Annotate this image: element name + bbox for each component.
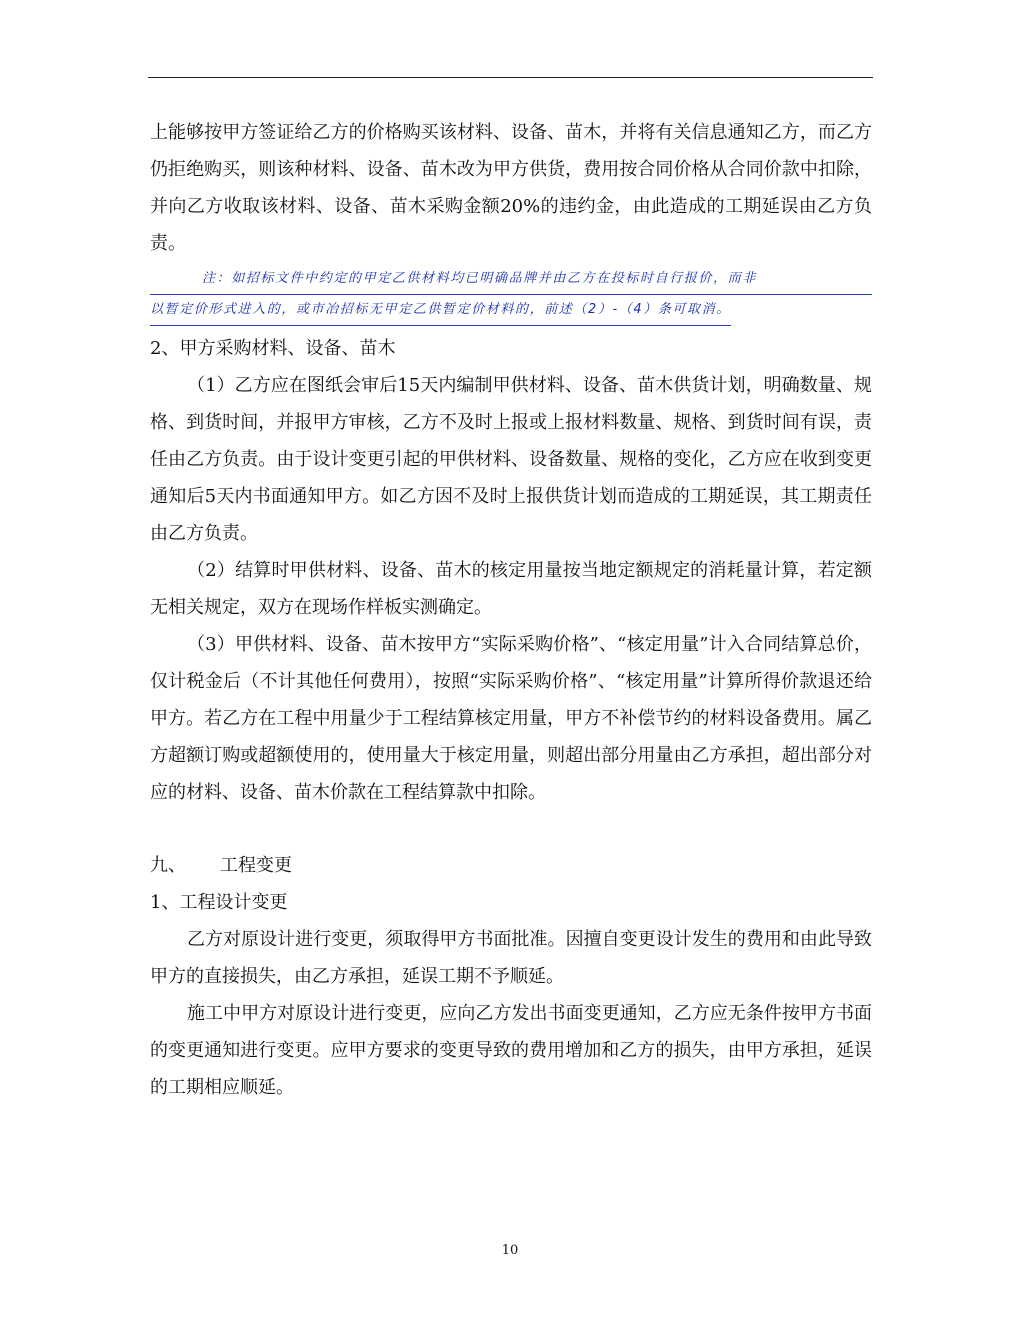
chapter-heading (150, 847, 872, 884)
design-change-paragraph-2: 施工中甲方对原设计进行变更，应向乙方发出书面变更通知，乙方应无条件按甲方书面的变更通知进行变更。应甲方要求的变更导致的费用增加和乙方的损失，由甲方承担，延误的工期相应顺延。 (150, 1003, 872, 1098)
section-heading-design-change: 1、工程设计变更 (150, 892, 288, 913)
document-body (150, 114, 872, 1106)
handwritten-note (150, 264, 872, 326)
procurement-item-1: （1）乙方应在图纸会审后15天内编制甲供材料、设备、苗木供货计划，明确数量、规格、到货时间，并报甲方审核，乙方不及时上报或上报材料数量、规格、到货时间有误，责任由乙方负责。由于设计变更引起的甲供材料、设备数量、规格的变化，乙方应在收到变更通知后5天内书面通知甲方。如乙方因不及时上报供货计划而造成的工期延误，其工期责任由乙方负责。 (150, 375, 872, 544)
design-change-paragraph-1: 乙方对原设计进行变更，须取得甲方书面批准。因擅自变更设计发生的费用和由此导致甲方的直接损失，由乙方承担，延误工期不予顺延。 (150, 929, 872, 987)
chapter-title: 工程变更 (220, 855, 292, 876)
section-gap (150, 811, 872, 847)
procurement-item-2: （2）结算时甲供材料、设备、苗木的核定用量按当地定额规定的消耗量计算，若定额无相关规定，双方在现场作样板实测确定。 (150, 560, 872, 618)
paragraph-continued: 上能够按甲方签证给乙方的价格购买该材料、设备、苗木，并将有关信息通知乙方，而乙方仍拒绝购买，则该种材料、设备、苗木改为甲方供货，费用按合同价格从合同价款中扣除，并向乙方收取该材料、设备、苗木采购金额20%的违约金，由此造成的工期延误由乙方负责。 (150, 122, 872, 254)
chapter-number: 九、 (150, 855, 186, 876)
note-line-2: 以暂定价形式进入的，或市冶招标无甲定乙供暂定价材料的，前述（2）-（4）条可取消。 (150, 295, 731, 326)
section-heading-procurement: 2、甲方采购材料、设备、苗木 (150, 338, 396, 359)
page-number: 10 (501, 1243, 519, 1258)
note-line-1: 注：如招标文件中约定的甲定乙供材料均已明确品牌并由乙方在投标时自行报价，而非 (150, 264, 872, 295)
procurement-item-3: （3）甲供材料、设备、苗木按甲方“实际采购价格”、“核定用量”计入合同结算总价，仅计税金后（不计其他任何费用），按照“实际采购价格”、“核定用量”计算所得价款退还给甲方。若乙方在工程中用量少于工程结算核定用量，甲方不补偿节约的材料设备费用。属乙方超额订购或超额使用的，使用量大于核定用量，则超出部分用量由乙方承担，超出部分对应的材料、设备、苗木价款在工程结算款中扣除。 (150, 634, 872, 803)
header-rule (148, 77, 873, 78)
